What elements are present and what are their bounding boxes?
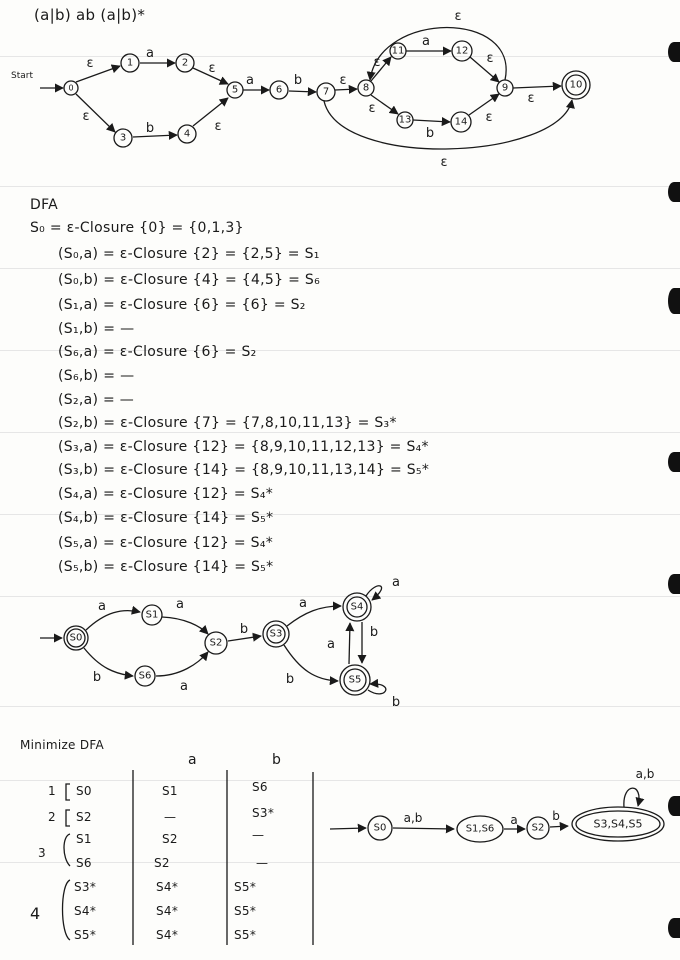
min-row-a: S4* — [156, 928, 179, 942]
svg-text:S6: S6 — [138, 670, 152, 682]
closure-line: (S₃,a) = ε-Closure {12} = {8,9,10,11,12,13} = S₄* — [58, 439, 429, 455]
binder-hole — [668, 288, 680, 314]
min-row-b: S5* — [234, 880, 257, 894]
svg-text:8: 8 — [362, 82, 370, 94]
svg-text:1: 1 — [126, 57, 134, 69]
min-row-b: S3* — [252, 806, 275, 820]
dfa-state-s5 — [340, 665, 370, 695]
svg-text:ε: ε — [454, 9, 462, 24]
closure-line: (S₃,b) = ε-Closure {14} = {8,9,10,11,13,14} = S₅* — [58, 462, 430, 478]
closure-line: (S₆,b) = — — [58, 368, 135, 384]
svg-text:ε: ε — [527, 91, 535, 106]
min-row-b: S6 — [252, 780, 268, 794]
min-row-a: S4* — [156, 880, 179, 894]
closure-line: (S₅,b) = ε-Closure {14} = S₅* — [58, 559, 274, 575]
min-row-state: S6 — [76, 856, 92, 870]
svg-text:a: a — [98, 599, 106, 614]
svg-text:ε: ε — [339, 73, 347, 88]
group-label: 1 — [48, 784, 56, 798]
svg-text:b: b — [92, 670, 102, 685]
svg-text:S0: S0 — [373, 822, 387, 834]
min-row-b: S5* — [234, 928, 257, 942]
group-label: 4 — [30, 904, 41, 923]
svg-text:Start: Start — [11, 71, 33, 81]
min-state-s0 — [368, 816, 392, 840]
dfa-state-s6 — [135, 666, 155, 686]
min-row-state: S2 — [76, 810, 92, 824]
group-label: 3 — [38, 846, 46, 860]
svg-text:S4: S4 — [350, 601, 364, 613]
svg-text:a: a — [392, 575, 400, 590]
svg-text:2: 2 — [181, 57, 189, 69]
svg-text:S2: S2 — [531, 822, 545, 834]
svg-text:4: 4 — [183, 128, 191, 140]
binder-hole — [668, 918, 680, 938]
min-row-a: — — [164, 810, 177, 824]
svg-text:ε: ε — [368, 101, 376, 116]
dfa-state-s2 — [205, 632, 227, 654]
svg-text:a: a — [327, 637, 335, 652]
svg-text:b: b — [293, 73, 303, 88]
min-row-b: S5* — [234, 904, 257, 918]
svg-text:b: b — [391, 695, 401, 710]
svg-text:7: 7 — [322, 86, 330, 98]
svg-text:a: a — [246, 73, 254, 88]
dfa-state-s0 — [64, 626, 88, 650]
svg-text:a: a — [510, 813, 518, 827]
svg-text:3: 3 — [119, 132, 127, 144]
svg-text:13: 13 — [398, 114, 412, 126]
minimize-heading: Minimize DFA — [20, 738, 104, 752]
svg-text:S1: S1 — [145, 609, 159, 621]
nfa-diagram — [0, 0, 680, 180]
svg-text:S1,S6: S1,S6 — [465, 823, 495, 835]
min-row-b: — — [252, 828, 265, 842]
closure-line: (S₅,a) = ε-Closure {12} = S₄* — [58, 535, 274, 551]
svg-text:12: 12 — [455, 45, 469, 57]
svg-text:10: 10 — [569, 79, 583, 91]
svg-text:0: 0 — [68, 83, 74, 93]
min-row-state: S5* — [74, 928, 97, 942]
min-state-s1s6 — [457, 816, 503, 842]
min-row-state: S1 — [76, 832, 92, 846]
closure-line: (S₆,a) = ε-Closure {6} = S₂ — [58, 344, 257, 360]
closure-line: (S₄,a) = ε-Closure {12} = S₄* — [58, 486, 274, 502]
svg-text:6: 6 — [275, 84, 283, 96]
svg-text:14: 14 — [454, 116, 468, 128]
min-state-s2 — [527, 817, 549, 839]
closure-line: (S₀,a) = ε-Closure {2} = {2,5} = S₁ — [58, 246, 320, 262]
binder-hole — [668, 796, 680, 816]
closure-line: (S₁,b) = — — [58, 321, 135, 337]
closure-line: (S₀,b) = ε-Closure {4} = {4,5} = S₆ — [58, 272, 320, 288]
min-row-a: S2 — [154, 856, 170, 870]
min-row-a: S1 — [162, 784, 178, 798]
binder-hole — [668, 452, 680, 472]
svg-text:ε: ε — [373, 55, 381, 70]
dfa-heading: DFA — [30, 197, 59, 213]
svg-text:b: b — [425, 126, 435, 141]
svg-text:11: 11 — [391, 45, 405, 57]
svg-text:ε: ε — [486, 51, 494, 66]
svg-text:ε: ε — [485, 110, 493, 125]
svg-text:a: a — [180, 679, 188, 694]
binder-hole — [668, 574, 680, 594]
min-row-a: S2 — [162, 832, 178, 846]
svg-text:S3,S4,S5: S3,S4,S5 — [593, 817, 643, 831]
closure-line: S₀ = ε-Closure {0} = {0,1,3} — [30, 220, 244, 236]
svg-text:9: 9 — [501, 82, 509, 94]
svg-text:a,b: a,b — [635, 767, 655, 781]
svg-text:a: a — [422, 34, 430, 49]
svg-text:b: b — [285, 672, 295, 687]
svg-text:b: b — [369, 625, 379, 640]
min-state-s3s4s5 — [572, 807, 664, 841]
group-label: 2 — [48, 810, 56, 824]
min-row-b: — — [256, 856, 269, 870]
svg-text:ε: ε — [214, 119, 222, 134]
closure-line: (S₁,a) = ε-Closure {6} = {6} = S₂ — [58, 297, 306, 313]
svg-text:a: a — [176, 597, 184, 612]
closure-line: (S₂,b) = ε-Closure {7} = {7,8,10,11,13} = S₃* — [58, 415, 397, 431]
svg-text:S0: S0 — [69, 632, 83, 644]
svg-text:S5: S5 — [348, 674, 362, 686]
svg-text:b: b — [552, 809, 560, 823]
svg-text:ε: ε — [208, 61, 216, 76]
min-row-a: S4* — [156, 904, 179, 918]
svg-text:ε: ε — [440, 155, 448, 170]
min-row-state: S3* — [74, 880, 97, 894]
closure-line: (S₂,a) = — — [58, 392, 135, 408]
svg-text:ε: ε — [86, 56, 94, 71]
min-row-state: S4* — [74, 904, 97, 918]
svg-text:S3: S3 — [269, 628, 283, 640]
min-row-state: S0 — [76, 784, 92, 798]
regex-title: (a|b) ab (a|b)* — [34, 6, 146, 24]
svg-text:ε: ε — [82, 109, 90, 124]
svg-text:b: b — [145, 121, 155, 136]
svg-text:S2: S2 — [209, 637, 223, 649]
dfa-state-s1 — [142, 605, 162, 625]
dfa-state-s3 — [263, 621, 289, 647]
svg-text:b: b — [239, 622, 249, 637]
binder-hole — [668, 182, 680, 202]
closure-line: (S₄,b) = ε-Closure {14} = S₅* — [58, 510, 274, 526]
svg-text:a: a — [299, 596, 307, 611]
col-header-a: a — [188, 752, 197, 768]
svg-text:a,b: a,b — [403, 811, 423, 825]
col-header-b: b — [272, 752, 282, 768]
svg-text:a: a — [146, 46, 154, 61]
dfa-state-s4 — [343, 593, 371, 621]
svg-text:5: 5 — [231, 84, 239, 96]
